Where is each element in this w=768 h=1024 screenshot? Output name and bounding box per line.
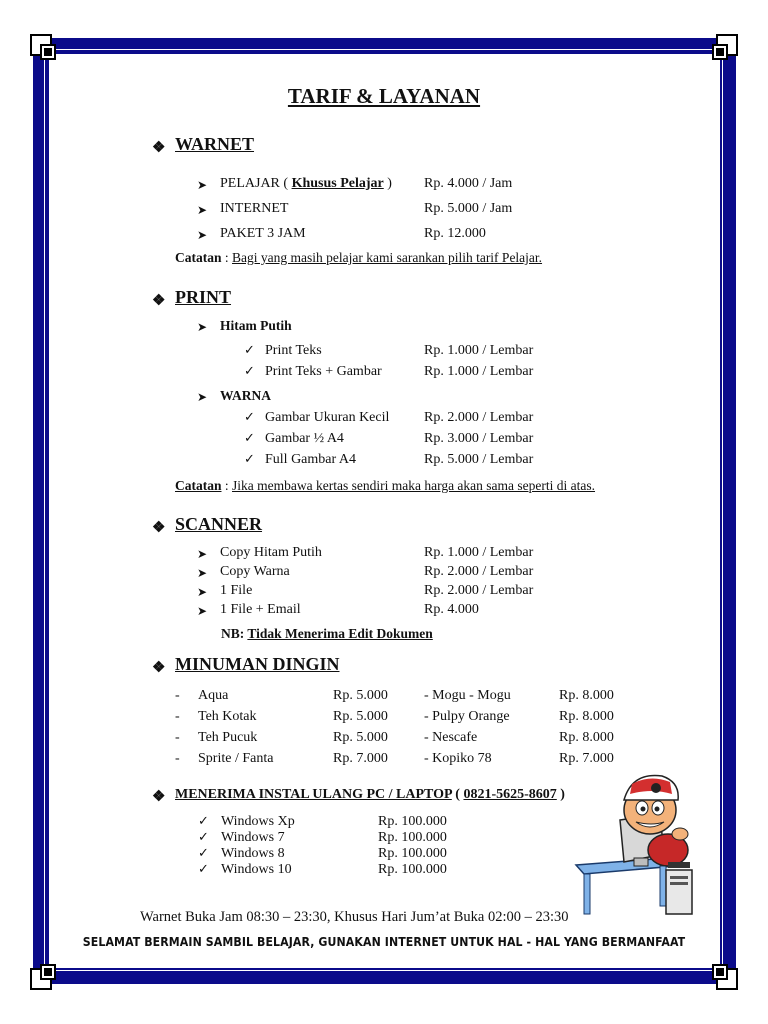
- drink-price-left: Rp. 5.000: [333, 730, 388, 745]
- drink-item-left: Teh Pucuk: [198, 730, 258, 745]
- drink-price-left: Rp. 5.000: [333, 688, 388, 703]
- drink-price-left: Rp. 7.000: [333, 751, 388, 766]
- print-group-warna: WARNA: [220, 388, 272, 403]
- print-item-kecil: Gambar Ukuran Kecil: [265, 410, 390, 425]
- check-icon: ✓: [198, 861, 209, 876]
- arrow-bullet-icon: ➤: [197, 585, 208, 599]
- arrow-bullet-icon: ➤: [197, 203, 208, 217]
- check-icon: ✓: [244, 363, 255, 378]
- list-dash: -: [175, 751, 180, 766]
- scanner-nb-note: NB: Tidak Menerima Edit Dokumen: [221, 626, 433, 641]
- warnet-item-pelajar: PELAJAR ( Khusus Pelajar ): [220, 176, 392, 191]
- instal-price: Rp. 100.000: [378, 862, 447, 877]
- scanner-price-hitam-putih: Rp. 1.000 / Lembar: [424, 545, 534, 560]
- arrow-bullet-icon: ➤: [197, 566, 208, 580]
- drink-item-left: Teh Kotak: [198, 709, 257, 724]
- arrow-bullet-icon: ➤: [197, 390, 208, 404]
- print-item-teks: Print Teks: [265, 343, 322, 358]
- list-dash: -: [175, 730, 180, 745]
- print-note: Catatan : Jika membawa kertas sendiri maka harga akan sama seperti di atas.: [175, 478, 596, 493]
- drink-item-right: - Mogu - Mogu: [424, 688, 511, 703]
- instal-price: Rp. 100.000: [378, 830, 447, 845]
- bullet-icon: ❖: [152, 293, 166, 309]
- section-heading-scanner: SCANNER: [175, 514, 263, 534]
- section-heading-instal: MENERIMA INSTAL ULANG PC / LAPTOP ( 0821-5625-8607 ): [175, 787, 565, 802]
- check-icon: ✓: [198, 813, 209, 828]
- check-icon: ✓: [244, 430, 255, 445]
- drink-item-right: - Nescafe: [424, 730, 478, 745]
- print-price-teks-gambar: Rp. 1.000 / Lembar: [424, 364, 534, 379]
- instal-price: Rp. 100.000: [378, 814, 447, 829]
- arrow-bullet-icon: ➤: [197, 320, 208, 334]
- drink-price-left: Rp. 5.000: [333, 709, 388, 724]
- section-heading-warnet: WARNET: [175, 134, 255, 154]
- arrow-bullet-icon: ➤: [197, 228, 208, 242]
- check-icon: ✓: [198, 845, 209, 860]
- instal-item: Windows 7: [221, 830, 285, 845]
- drink-item-right: - Pulpy Orange: [424, 709, 510, 724]
- corner-ornament-top-right: [708, 34, 738, 64]
- bullet-icon: ❖: [152, 140, 166, 156]
- bullet-icon: ❖: [152, 660, 166, 676]
- scanner-item-hitam-putih: Copy Hitam Putih: [220, 545, 322, 560]
- print-price-teks: Rp. 1.000 / Lembar: [424, 343, 534, 358]
- print-group-hitam-putih: Hitam Putih: [220, 318, 292, 333]
- scanner-price-file-email: Rp. 4.000: [424, 602, 479, 617]
- bullet-icon: ❖: [152, 789, 166, 805]
- warnet-price-pelajar: Rp. 4.000 / Jam: [424, 176, 513, 191]
- list-dash: -: [175, 688, 180, 703]
- drink-item-left: Sprite / Fanta: [198, 751, 274, 766]
- print-item-half-a4: Gambar ½ A4: [265, 431, 344, 446]
- warnet-item-paket: PAKET 3 JAM: [220, 226, 306, 241]
- print-item-teks-gambar: Print Teks + Gambar: [265, 364, 382, 379]
- check-icon: ✓: [244, 342, 255, 357]
- corner-ornament-bottom-left: [30, 960, 60, 990]
- drink-price-right: Rp. 8.000: [559, 688, 614, 703]
- footer-slogan: SELAMAT BERMAIN SAMBIL BELAJAR, GUNAKAN INTERNET UNTUK HAL - HAL YANG BERMANFAAT: [82, 935, 686, 949]
- page-title: TARIF & LAYANAN: [287, 84, 481, 108]
- arrow-bullet-icon: ➤: [197, 178, 208, 192]
- scanner-item-1-file: 1 File: [220, 583, 253, 598]
- arrow-bullet-icon: ➤: [197, 547, 208, 561]
- instal-item: Windows 8: [221, 846, 285, 861]
- mascot-computer-illustration: [572, 770, 704, 920]
- drink-item-right: - Kopiko 78: [424, 751, 492, 766]
- instal-price: Rp. 100.000: [378, 846, 447, 861]
- print-price-full-a4: Rp. 5.000 / Lembar: [424, 452, 534, 467]
- warnet-price-paket: Rp. 12.000: [424, 226, 486, 241]
- print-item-full-a4: Full Gambar A4: [265, 452, 356, 467]
- arrow-bullet-icon: ➤: [197, 604, 208, 618]
- scanner-price-warna: Rp. 2.000 / Lembar: [424, 564, 534, 579]
- warnet-item-internet: INTERNET: [220, 201, 289, 216]
- drink-price-right: Rp. 7.000: [559, 751, 614, 766]
- drink-price-right: Rp. 8.000: [559, 730, 614, 745]
- scanner-item-file-email: 1 File + Email: [220, 602, 301, 617]
- section-heading-minuman: MINUMAN DINGIN: [175, 654, 340, 674]
- drink-item-left: Aqua: [198, 688, 229, 703]
- instal-item: Windows 10: [221, 862, 292, 877]
- check-icon: ✓: [198, 829, 209, 844]
- corner-ornament-top-left: [30, 34, 60, 64]
- section-heading-print: PRINT: [175, 287, 232, 307]
- list-dash: -: [175, 709, 180, 724]
- drink-price-right: Rp. 8.000: [559, 709, 614, 724]
- phone-number: 0821-5625-8607: [463, 787, 557, 802]
- instal-item: Windows Xp: [221, 814, 295, 829]
- warnet-price-internet: Rp. 5.000 / Jam: [424, 201, 513, 216]
- print-price-kecil: Rp. 2.000 / Lembar: [424, 410, 534, 425]
- corner-ornament-bottom-right: [708, 960, 738, 990]
- check-icon: ✓: [244, 451, 255, 466]
- scanner-price-1-file: Rp. 2.000 / Lembar: [424, 583, 534, 598]
- opening-hours: Warnet Buka Jam 08:30 – 23:30, Khusus Hari Jum’at Buka 02:00 – 23:30: [140, 909, 569, 925]
- scanner-item-warna: Copy Warna: [220, 564, 290, 579]
- warnet-note: Catatan : Bagi yang masih pelajar kami sarankan pilih tarif Pelajar.: [175, 250, 543, 265]
- check-icon: ✓: [244, 409, 255, 424]
- bullet-icon: ❖: [152, 520, 166, 536]
- print-price-half-a4: Rp. 3.000 / Lembar: [424, 431, 534, 446]
